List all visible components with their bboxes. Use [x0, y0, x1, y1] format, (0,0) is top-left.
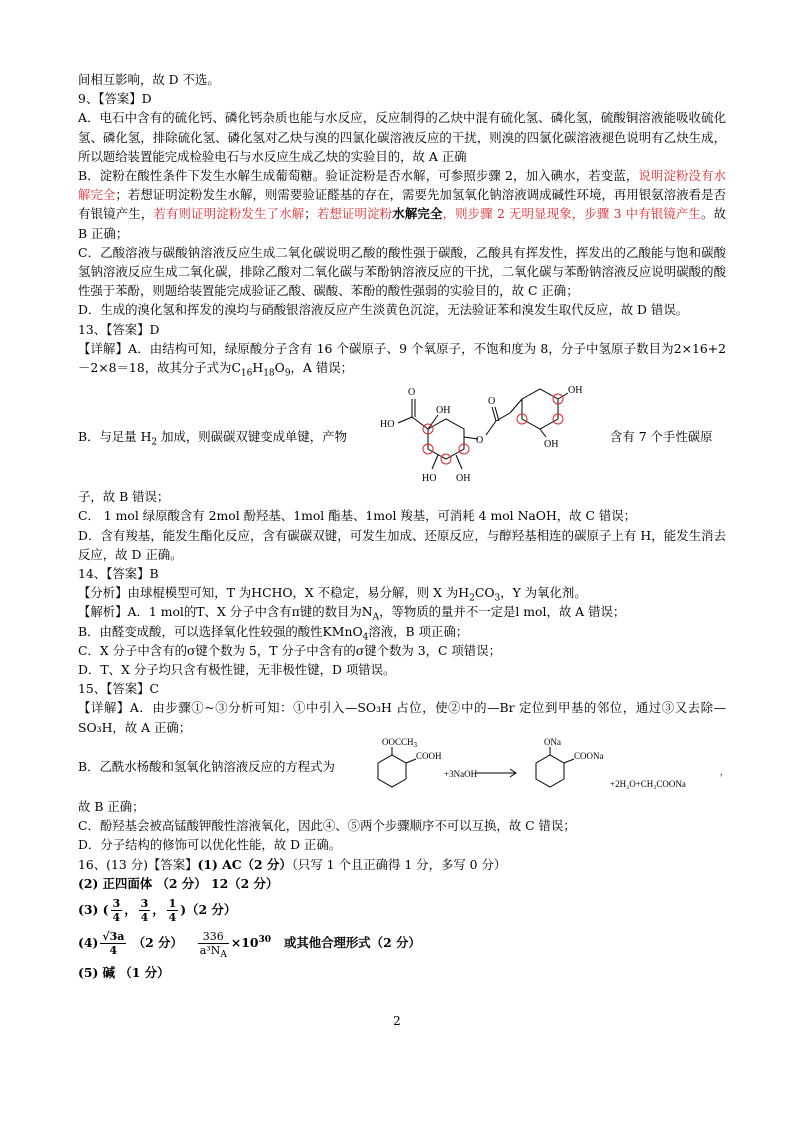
q13-option-d: D．含有羧基，能发生酯化反应，含有碳碳双键，可发生加成、还原反应，与醇羟基相连的碳原子上有 H，能发生消去反应，故 D 正确。: [78, 527, 726, 562]
q15-answer: 15、【答案】C: [78, 681, 160, 697]
svg-text:HO: HO: [380, 419, 395, 431]
q15-option-c: C．酚羟基会被高锰酸钾酸性溶液氧化，因此④、⑤两个步骤顺序不可以互换，故 C 错误；: [78, 818, 576, 834]
svg-text:OH: OH: [544, 439, 559, 451]
document-page: [78, 70, 726, 982]
svg-text:O: O: [408, 387, 416, 399]
right-ring: [522, 389, 558, 429]
q9-option-b: B．淀粉在酸性条件下发生水解生成葡萄糖。验证淀粉是否水解，可参照步骤 2，加入碘水，若变蓝，说明淀粉没有水解完全；若想证明淀粉发生水解，则需要验证醛基的存在，需要先加氢氧化钠溶液调成碱性环境，再用银氨溶液看是否有银镜产生，若有则证明淀粉发生了水解；若想证明淀粉水解完全，则步骤 2 无明显现象，步骤 3 中有银镜产生。故 B 正确；: [78, 168, 727, 241]
svg-text:O: O: [476, 435, 484, 447]
page-number: 2: [393, 1014, 401, 1028]
q13-option-b-tail: 子，故 B 错误；: [78, 489, 170, 505]
svg-text:,: ,: [720, 766, 723, 777]
svg-text:COOH: COOH: [416, 750, 442, 761]
svg-text:O: O: [488, 396, 496, 408]
q14-option-a: 【解析】A．1 mol的T、X 分子中含有π键的数目为$N_A$，等物质的量并不一定是l mol，故 A 错误；: [78, 604, 626, 623]
q9-answer: 9、【答案】D: [78, 91, 152, 107]
q13-answer: 13、【答案】D: [78, 321, 160, 337]
svg-text:HO: HO: [422, 473, 437, 485]
q16-part-4: (4) $\frac{√3a}{4}$ （2 分） $\frac{336}{a^3N_A}$ $\times 10^{30}$ 或其他合理形式（2 分）: [78, 929, 421, 961]
q16-part-2: (2) 正四面体 （2 分） 12（2 分）: [78, 875, 279, 891]
q16-part-3: (3) ( $\frac{3}{4}$ ， $\frac{3}{4}$ ， $\frac{1}{4}$ )（2 分）: [78, 896, 237, 924]
svg-text:COONa: COONa: [574, 750, 604, 761]
q14-option-d: D．T、X 分子均只含有极性键，无非极性键，D 项错误。: [78, 662, 396, 678]
q9-option-c: C．乙酸溶液与碳酸钠溶液反应生成二氧化碳说明乙酸的酸性强于碳酸，乙酸具有挥发性，挥发出的乙酸能与饱和碳酸氢钠溶液反应生成二氧化碳，排除乙酸对二氧化碳与苯酚钠溶液反应的干扰，二氧化碳与苯酚钠溶液反应说明碳酸的酸性强于苯酚，则题给装置能完成验证乙酸、碳酸、苯酚的酸性强弱的实验目的，故 C 正确；: [78, 244, 726, 299]
svg-text:+2H₂O+CH₃COONa: +2H₂O+CH₃COONa: [610, 778, 686, 789]
q13-option-c: C． 1 mol 绿原酸含有 2mol 酚羟基、1mol 酯基、1mol 羧基，可消耗 4 mol NaOH，故 C 错误；: [78, 508, 637, 524]
product-structure-diagram: [368, 377, 608, 487]
reactant-benzene-ring: [378, 755, 406, 787]
left-ring: [428, 419, 464, 459]
q13-option-a: 【详解】A．由结构可知，绿原酸分子含有 16 个碳原子、9 个氧原子，不饱和度为 8，分子中氢原子数目为2×16+2－2×8＝18，故其分子式为$C_{16}H_{18}O_9$，A 错误；: [78, 340, 726, 379]
q14-option-b: B．由醛变成酸，可以选择氧化性较强的酸性KMnO$_4$溶液，B 项正确；: [78, 623, 469, 643]
reaction-equation-diagram: [358, 737, 726, 797]
q15-option-b-row: B．乙酰水杨酸和氢氧化钠溶液反应的方程式为 $OOCCH_3$ COOH +3NaOH ONa COONa +2H₂O+CH₃COONa ,: [78, 737, 726, 797]
svg-text:+3NaOH: +3NaOH: [444, 768, 478, 779]
q13-option-b-row: B．与足量 $H_2$ 加成，则碳碳双键变成单键，产物 O HO OH HO OH O O OH OH 含有 7 个手性碳原: [78, 377, 726, 487]
q16-answer: 16、(13 分)【答案】(1) AC（2 分）（只写 1 个且正确得 1 分，多写 0 分）: [78, 856, 507, 872]
q15-option-a: 【详解】A．由步骤①~③分析可知：①中引入—SO₃H 占位，使②中的—Br 定位到甲基的邻位，通过③又去除—SO₃H，故 A 正确；: [78, 700, 726, 735]
formula-c16h18o9: $C_{16}H_{18}O_9$: [231, 360, 291, 379]
q16-part-5: (5) 碱 （1 分）: [78, 964, 170, 980]
svg-text:OH: OH: [456, 473, 471, 485]
svg-text:OOCCH3: $OOCCH_3$: [382, 736, 418, 749]
q15-option-b-tail: 故 B 正确；: [78, 798, 145, 814]
svg-text:OH: OH: [436, 405, 451, 417]
q15-option-d: D．分子结构的修饰可以优化性能，故 D 正确。: [78, 837, 342, 853]
svg-text:OH: OH: [568, 385, 583, 397]
q14-answer: 14、【答案】B: [78, 566, 159, 582]
q9-option-d: D．生成的溴化氢和挥发的溴均与硝酸银溶液反应产生淡黄色沉淀，无法验证苯和溴发生取代反应，故 D 错误。: [78, 302, 689, 318]
product-benzene-ring: [536, 755, 564, 787]
svg-text:ONa: ONa: [544, 736, 561, 747]
q14-option-c: C．X 分子中含有的σ键个数为 5，T 分子中含有的σ键个数为 3，C 项错误；: [78, 642, 501, 658]
q14-analysis: 【分析】由球棍模型可知，T 为HCHO，X 不稳定，易分解，则 X 为$H_2CO_3$，Y 为氧化剂。: [78, 585, 587, 604]
line-l0: 间相互影响，故 D 不选。: [78, 72, 220, 87]
q9-option-a: A．电石中含有的硫化钙、磷化钙杂质也能与水反应，反应制得的乙炔中混有硫化氢、磷化氢，硫酸铜溶液能吸收硫化氢、磷化氢，排除硫化氢、磷化氢对乙炔与溴的四氯化碳溶液反应的干扰，则溴的四氯化碳溶液褪色说明有乙炔生成，所以题给装置能完成检验电石与水反应生成乙炔的实验目的，故 A 正确: [78, 110, 726, 164]
